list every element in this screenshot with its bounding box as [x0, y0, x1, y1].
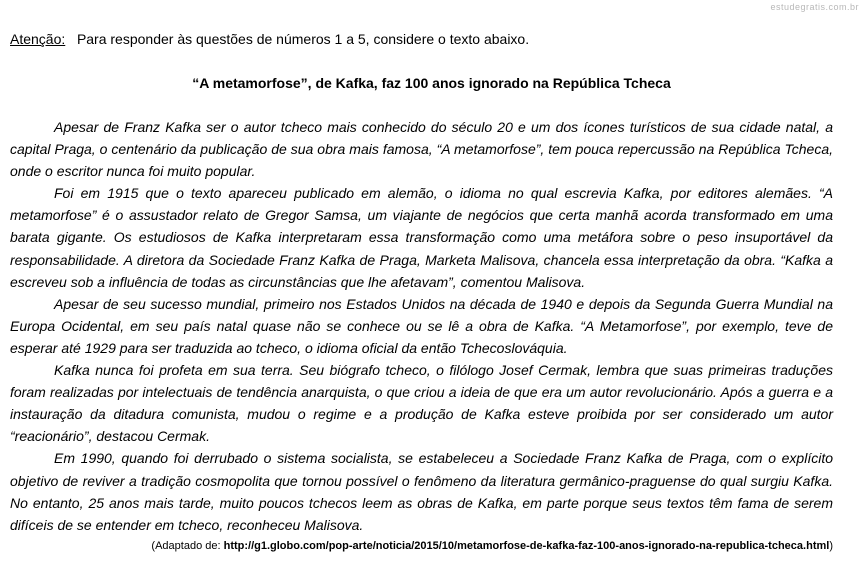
paragraph-4: Kafka nunca foi profeta em sua terra. Seu biógrafo tcheco, o filólogo Josef Cermak, lembra que suas primeiras traduções foram realizadas por intelectuais de tendência anarquista, o que criou a ideia de que era um autor revolucionário. Após a guerra e a instauração da ditadura comunista, mudou o regime e a produção de Kafka esteve proibida por ser considerado um autor “reacionário”, destacou Cermak.: [10, 362, 833, 445]
article-title: “A metamorfose”, de Kafka, faz 100 anos ignorado na República Tcheca: [192, 75, 671, 91]
source-url: http://g1.globo.com/pop-arte/noticia/2015/10/metamorfose-de-kafka-faz-100-anos-ignorado-na-republica-tcheca.html: [223, 540, 830, 552]
site-watermark: estudegratis.com.br: [770, 2, 859, 12]
attention-text: Para responder às questões de números 1 a 5, considere o texto abaixo.: [76, 31, 530, 47]
source-prefix: (Adaptado de:: [151, 540, 224, 552]
source-citation: [151, 540, 833, 552]
paragraph-2: Foi em 1915 que o texto apareceu publicado em alemão, o idioma no qual escrevia Kafka, por editores alemães. “A metamorfose” é o assustador relato de Gregor Samsa, um viajante de negócios que certa manhã acorda transformado em uma barata gigante. Os estudiosos de Kafka interpretaram essa transformação como uma metáfora sobre o peso insuportável da responsabilidade. A diretora da Sociedade Franz Kafka de Praga, Marketa Malisova, chancela essa interpretação da obra. “Kafka a escreveu sob a influência de todas as circunstâncias que lhe afetavam”, comentou Malisova.: [10, 185, 833, 290]
article-body: [10, 116, 833, 536]
source-suffix: ): [829, 540, 833, 552]
paragraph-5: Em 1990, quando foi derrubado o sistema socialista, se estabeleceu a Sociedade Franz Kafka de Praga, com o explícito objetivo de reviver a tradição cosmopolita que tornou possível o fenômeno da literatura germânico-praguense do qual surgiu Kafka. No entanto, 25 anos mais tarde, muito poucos tchecos leem as obras de Kafka, em parte porque seus textos têm fama de serem difíceis de se entender em tcheco, reconheceu Malisova.: [10, 450, 833, 533]
attention-label: Atenção:: [10, 31, 66, 47]
paragraph-1: Apesar de Franz Kafka ser o autor tcheco mais conhecido do século 20 e um dos ícones turísticos de sua cidade natal, a capital Praga, o centenário da publicação de sua obra mais famosa, “A metamorfose”, tem pouca repercussão na República Tcheca, onde o escritor nunca foi muito popular.: [10, 119, 833, 180]
paragraph-3: Apesar de seu sucesso mundial, primeiro nos Estados Unidos na década de 1940 e depois da Segunda Guerra Mundial na Europa Ocidental, em seu país natal quase não se conhece ou se lê a obra de Kafka. “A Metamorfose”, por exemplo, teve de esperar até 1929 para ser traduzida ao tcheco, o idioma oficial da então Tchecoslováquia.: [10, 295, 833, 356]
attention-notice: [10, 31, 529, 47]
